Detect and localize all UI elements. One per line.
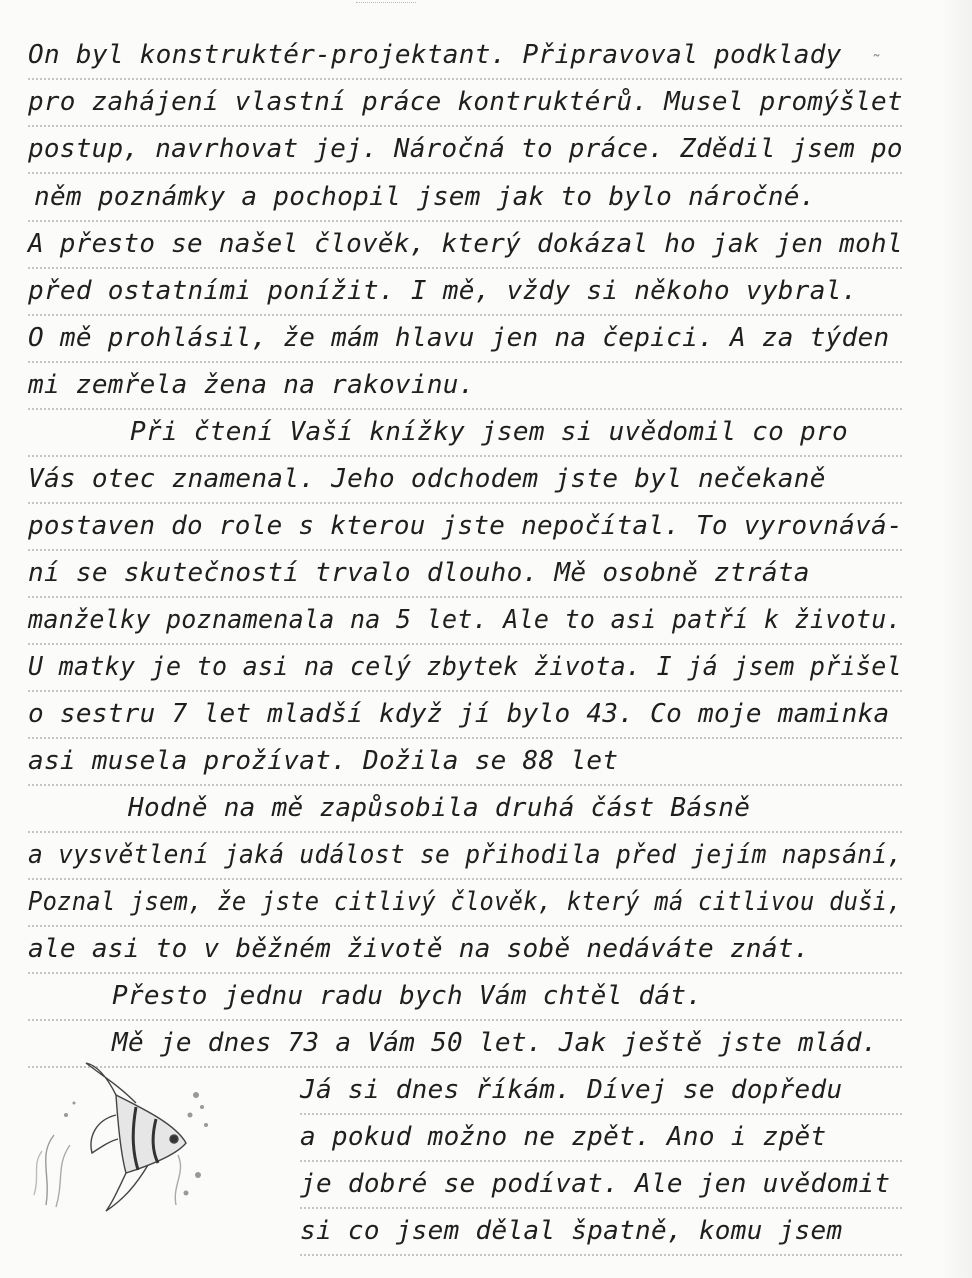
- letter-line: před ostatními ponížit. I mě, vždy si někoho vybral.: [28, 268, 902, 316]
- letter-line: postup, navrhovat jej. Náročná to práce. Zdědil jsem po: [28, 126, 902, 174]
- letter-line: A přesto se našel člověk, který dokázal ho jak jen mohl: [28, 221, 902, 269]
- letter-line: Mě je dnes 73 a Vám 50 let. Jak ještě jste mlád.: [28, 1020, 902, 1068]
- letter-line: si co jsem dělal špatně, komu jsem: [300, 1208, 902, 1256]
- letter-line: Vás otec znamenal. Jeho odchodem jste byl nečekaně: [28, 456, 902, 504]
- letter-line: Při čtení Vaší knížky jsem si uvědomil co pro: [28, 409, 902, 457]
- letter-line: manželky poznamenala na 5 let. Ale to asi patří k životu.: [28, 597, 902, 645]
- letter-line: mi zemřela žena na rakovinu.: [28, 362, 902, 410]
- letter-line: U matky je to asi na celý zbytek života. I já jsem přišel: [28, 644, 902, 692]
- letter-line: něm poznámky a pochopil jsem jak to bylo náročné.: [28, 174, 902, 222]
- letter-line: Poznal jsem, že jste citlivý člověk, který má citlivou duši,: [28, 879, 902, 927]
- letter-line: asi musela prožívat. Dožila se 88 let: [28, 738, 902, 786]
- letter-line: Přesto jednu radu bych Vám chtěl dát.: [28, 973, 902, 1021]
- letter-line: Já si dnes říkám. Dívej se dopředu: [300, 1067, 902, 1115]
- margin-mark: ˜: [872, 52, 881, 73]
- letter-line: On byl konstruktér-projektant. Připravoval podklady: [28, 32, 902, 80]
- letter-line: Hodně na mě zapůsobila druhá část Básně: [28, 785, 902, 833]
- letter-line: pro zahájení vlastní práce kontruktérů. Musel promýšlet: [28, 79, 902, 127]
- page-edge-shadow: [942, 0, 972, 1278]
- letter-line: a pokud možno ne zpět. Ano i zpět: [300, 1114, 902, 1162]
- angelfish-icon: [26, 1055, 216, 1215]
- letter-line: ní se skutečností trvalo dlouho. Mě osobně ztráta: [28, 550, 902, 598]
- letter-line: a vysvětlení jaká událost se přihodila před jejím napsání,: [28, 832, 902, 880]
- letter-line: postaven do role s kterou jste nepočítal. To vyrovnává-: [28, 503, 902, 551]
- letter-line: o sestru 7 let mladší když jí bylo 43. Co moje maminka: [28, 691, 902, 739]
- top-dotted-mark: [356, 2, 416, 6]
- letter-line: ale asi to v běžném životě na sobě nedáváte znát.: [28, 926, 902, 974]
- letter-line: O mě prohlásil, že mám hlavu jen na čepici. A za týden: [28, 315, 902, 363]
- letter-line: je dobré se podívat. Ale jen uvědomit: [300, 1161, 902, 1209]
